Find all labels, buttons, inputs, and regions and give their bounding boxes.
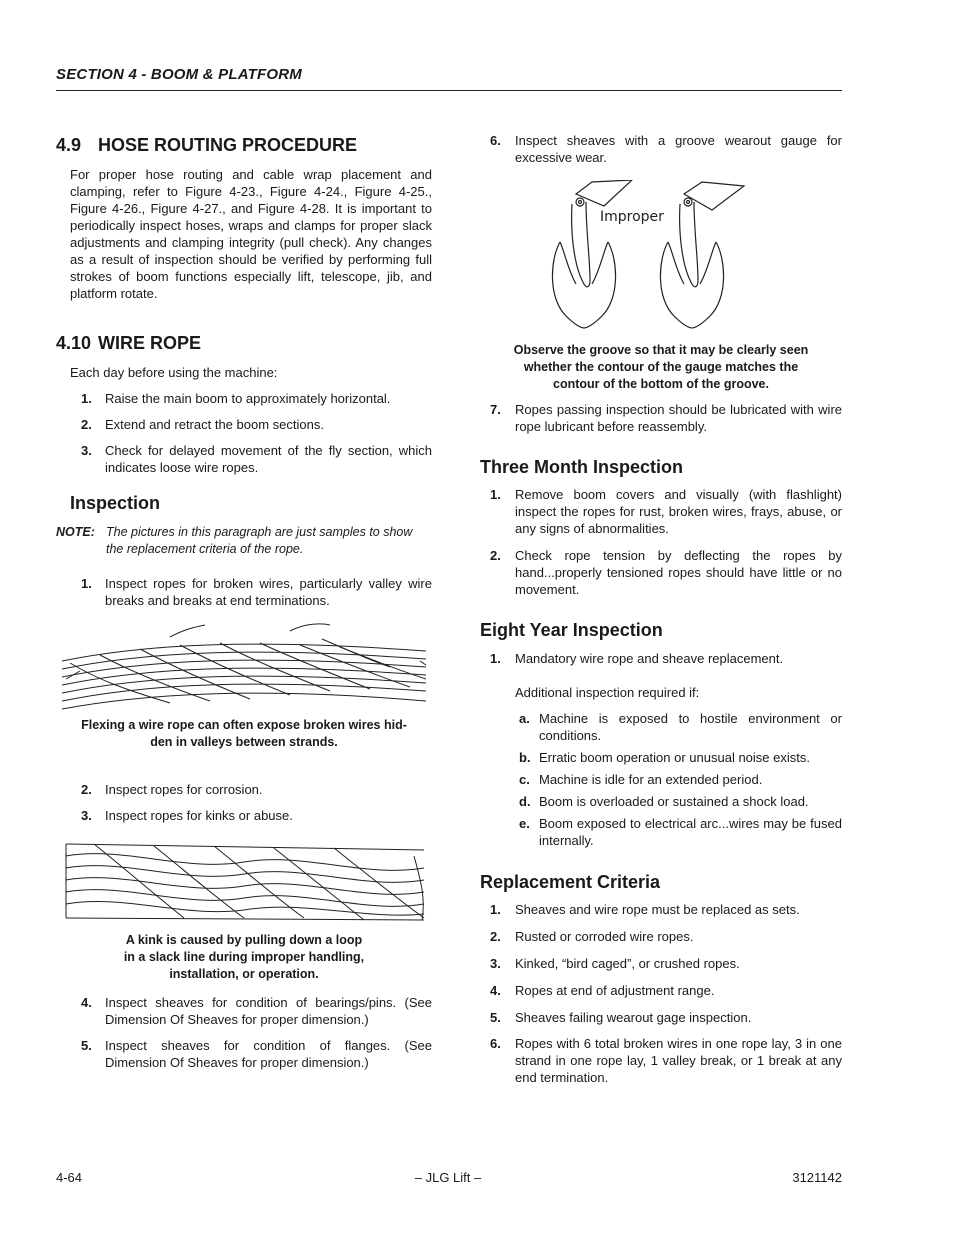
- eight-year-sublist: [480, 710, 842, 849]
- list-item: 2. Check rope tension by deflecting the ropes by hand...properly tensioned ropes should have little or no movement.: [490, 548, 842, 597]
- list-item: e. Boom exposed to electrical arc...wires may be fused internally.: [519, 816, 842, 848]
- kinked-rope-illustration: [56, 838, 432, 924]
- hose-routing-body: For proper hose routing and cable wrap placement and clamping, refer to Figure 4-23., Figure 4-24., Figure 4-25., Figure 4-26., Figure 4-27., and Figure 4-28. It is important to periodically inspect hoses, wraps and clamps for proper slack adjustments and clamping integrity (pull check). Any changes as a result of inspection should be verified by performing full strokes of boom functions especially lift, telescope, jib, and platform rotate.: [70, 167, 432, 301]
- additional-inspection-text: Additional inspection required if:: [515, 685, 700, 700]
- list-item: 4. Inspect sheaves for condition of bearings/pins. (See Dimension Of Sheaves for proper dimension.): [81, 995, 432, 1027]
- list-item: 2. Inspect ropes for corrosion.: [81, 782, 263, 797]
- replacement-criteria-heading: Replacement Criteria: [480, 872, 661, 892]
- wire-rope-intro: Each day before using the machine:: [70, 365, 278, 380]
- list-item: 5. Sheaves failing wearout gage inspection.: [490, 1010, 752, 1025]
- replacement-list: [480, 901, 842, 1086]
- note-block: [56, 524, 432, 558]
- page-number: 4-64: [56, 1170, 83, 1185]
- document-number: 3121142: [792, 1170, 842, 1185]
- list-item: 2. Rusted or corroded wire ropes.: [490, 929, 694, 944]
- list-item: 2. Extend and retract the boom sections.: [81, 417, 324, 432]
- gauge-label-improper: Improper: [600, 209, 664, 225]
- note-label: NOTE:: [56, 525, 95, 539]
- groove-gauge-illustration: [480, 180, 842, 330]
- inspection-list-b: [56, 781, 432, 824]
- list-item: c. Machine is idle for an extended period.: [519, 772, 763, 787]
- caption-kink: A kink is caused by pulling down a loop in a slack line during improper handling, installation, or operation.: [123, 933, 365, 981]
- list-item: 4. Ropes at end of adjustment range.: [490, 983, 715, 998]
- left-column: [56, 132, 432, 1071]
- caption-broken-wires: Flexing a wire rope can often expose broken wires hid- den in valleys between strands.: [81, 718, 407, 749]
- list-item: 3. Kinked, “bird caged”, or crushed ropes.: [490, 956, 740, 971]
- list-item: 1. Mandatory wire rope and sheave replacement.: [490, 651, 784, 666]
- section-header: SECTION 4 - BOOM & PLATFORM: [56, 66, 302, 83]
- broken-wire-rope-illustration: [56, 621, 432, 713]
- footer-center-text: – JLG Lift –: [414, 1170, 482, 1185]
- list-item: 6. Ropes with 6 total broken wires in one rope lay, 3 in one strand in one rope lay, 1 valley break, or 1 break at any end termination.: [490, 1036, 842, 1085]
- list-item: b. Erratic boom operation or unusual noise exists.: [519, 750, 810, 765]
- list-item: 3. Check for delayed movement of the fly section, which indicates loose wire ropes.: [81, 443, 432, 475]
- eight-year-heading: Eight Year Inspection: [480, 620, 663, 640]
- caption-groove: Observe the groove so that it may be clearly seen whether the contour of the gauge matches the contour of the bottom of the groove.: [513, 343, 809, 391]
- list-item: 1. Remove boom covers and visually (with flashlight) inspect the ropes for rust, broken wires, frays, abuse, or any signs of abnormalities.: [490, 487, 842, 536]
- header-divider: [56, 90, 842, 91]
- list-item: d. Boom is overloaded or sustained a shock load.: [519, 794, 809, 809]
- three-month-list: [480, 486, 842, 598]
- daily-steps-list: [56, 390, 432, 476]
- list-item: 5. Inspect sheaves for condition of flanges. (See Dimension Of Sheaves for proper dimension.): [81, 1038, 432, 1070]
- hose-routing-heading: 4.9 HOSE ROUTING PROCEDURE: [56, 135, 358, 155]
- list-item: 1. Raise the main boom to approximately horizontal.: [81, 391, 391, 406]
- three-month-heading: Three Month Inspection: [480, 457, 684, 477]
- list-item: 3. Inspect ropes for kinks or abuse.: [81, 808, 293, 823]
- note-text: The pictures in this paragraph are just samples to show the replacement criteria of the rope.: [106, 525, 413, 556]
- inspection-heading: Inspection: [70, 493, 161, 513]
- list-item: 7. Ropes passing inspection should be lubricated with wire rope lubricant before reassembly.: [490, 402, 842, 434]
- list-item: 6. Inspect sheaves with a groove wearout gauge for excessive wear.: [490, 133, 842, 165]
- right-column: [480, 132, 842, 1086]
- list-item: a. Machine is exposed to hostile environment or conditions.: [519, 711, 842, 743]
- list-item: 1. Sheaves and wire rope must be replaced as sets.: [490, 902, 800, 917]
- wire-rope-heading: 4.10 WIRE ROPE: [56, 333, 202, 353]
- inspection-list-c: [56, 994, 432, 1071]
- list-item: 1. Inspect ropes for broken wires, particularly valley wire breaks and breaks at end terminations.: [81, 576, 432, 608]
